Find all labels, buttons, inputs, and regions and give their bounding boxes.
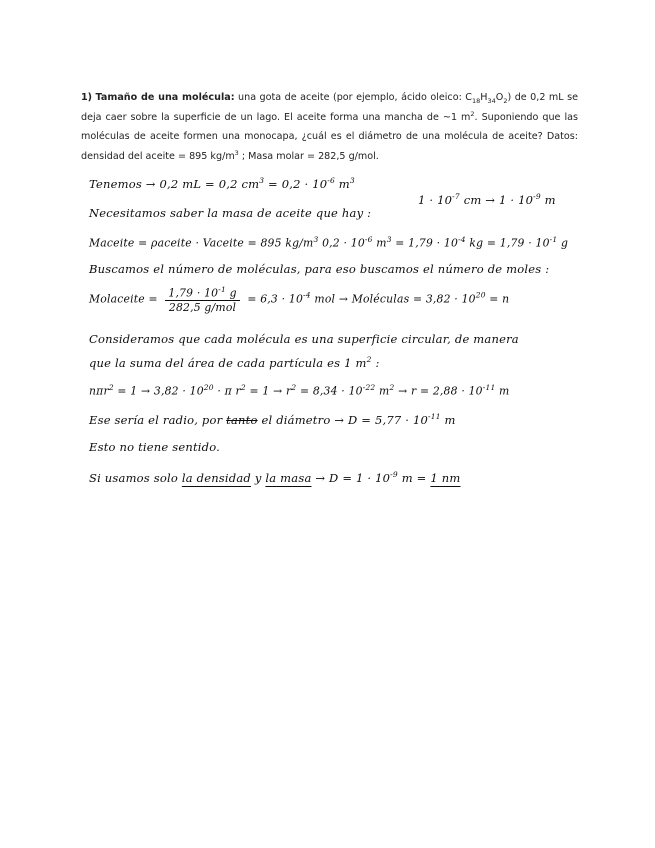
- hw-line-11: Si usamos solo la densidad y la masa → $D = 1 \cdot 10^{-9}$ m = 1 nm: [89, 470, 461, 485]
- problem-text-b: ) de 0,2 mL se deja caer sobre la superficie de un lago. El aceite forma una mancha de ~1 m: [81, 92, 578, 123]
- hw-line-10: Esto no tiene sentido.: [89, 440, 221, 454]
- formula-o: O: [495, 92, 504, 103]
- formula-h: H: [480, 92, 488, 103]
- hw-underline-density: la densidad: [181, 470, 251, 485]
- hw-line-3: Maceite = ρaceite · Vaceite = 895 $kg/m^3$ $0,2 \cdot 10^{-6}$ $m^3 = 1,79 \cdot 10^{-4}$ kg = $1,79 \cdot 10^{-1}$ g: [89, 235, 569, 250]
- problem-title: Tamaño de una molécula:: [95, 92, 235, 103]
- problem-text-a: una gota de aceite (por ejemplo, ácido oleico: C: [234, 92, 472, 103]
- superscript-2: 3: [234, 148, 239, 157]
- problem-text-c: . Suponiendo que las moléculas de aceite formen una monocapa, ¿cuál es el diámetro de una molécula de aceite? Datos: densidad del aceite = 895 kg/m: [81, 111, 578, 162]
- hw-line-6: Consideramos que cada molécula es una superficie circular, de manera: [89, 332, 519, 346]
- hw-line-7: que la suma del área de cada partícula es 1 $m^2$ :: [89, 355, 380, 370]
- hw-line-1: Tenemos → 0,2 mL = 0,2 $cm^3 = 0,2 \cdot 10^{-6}$ $m^3$: [89, 176, 355, 191]
- subscript-h: 34: [487, 96, 496, 105]
- superscript-1: 2: [470, 109, 475, 118]
- hw-underline-result: 1 nm: [430, 470, 461, 485]
- hw-side-note: $1 \cdot 10^{-7}$ cm → $1 \cdot 10^{-9}$ m: [418, 192, 556, 207]
- hw-fraction: $\frac{1,79 \cdot 10^{-1} g}{\text{282,5 g/mol}}$: [165, 285, 239, 314]
- hw-underline-mass: la masa: [265, 470, 312, 485]
- hw-line-5: Molaceite = $\frac{1,79 \cdot 10^{-1} g}{\text{282,5 g/mol}}$ = $6,3 \cdot 10^{-4}$ mol → Moléculas = $3,82 \cdot 10^{20} = n$: [89, 285, 510, 314]
- hw-line-9: Ese sería el radio, por tanto el diámetro → $D = 5,77 \cdot 10^{-11}$ m: [89, 412, 456, 427]
- problem-text-d: ; Masa molar = 282,5 g/mol.: [238, 150, 379, 162]
- problem-number: 1): [81, 92, 93, 103]
- hw-struck-word: tanto: [226, 412, 258, 427]
- subscript-o: 2: [503, 96, 508, 105]
- subscript-c: 18: [471, 96, 481, 105]
- hw-line-2: Necesitamos saber la masa de aceite que hay :: [89, 206, 372, 220]
- hw-line-8: $n\pi r^2 = 1 \to 3,82 \cdot 10^{20} \cdot \pi$ $r^2 = 1 \to r^2 = 8,34 \cdot 10^{-22}$ $m^2 \to r = 2,88 \cdot 10^{-11}$ m: [89, 383, 510, 398]
- problem-statement: [81, 88, 578, 166]
- hw-line-4: Buscamos el número de moléculas, para eso buscamos el número de moles :: [89, 262, 550, 276]
